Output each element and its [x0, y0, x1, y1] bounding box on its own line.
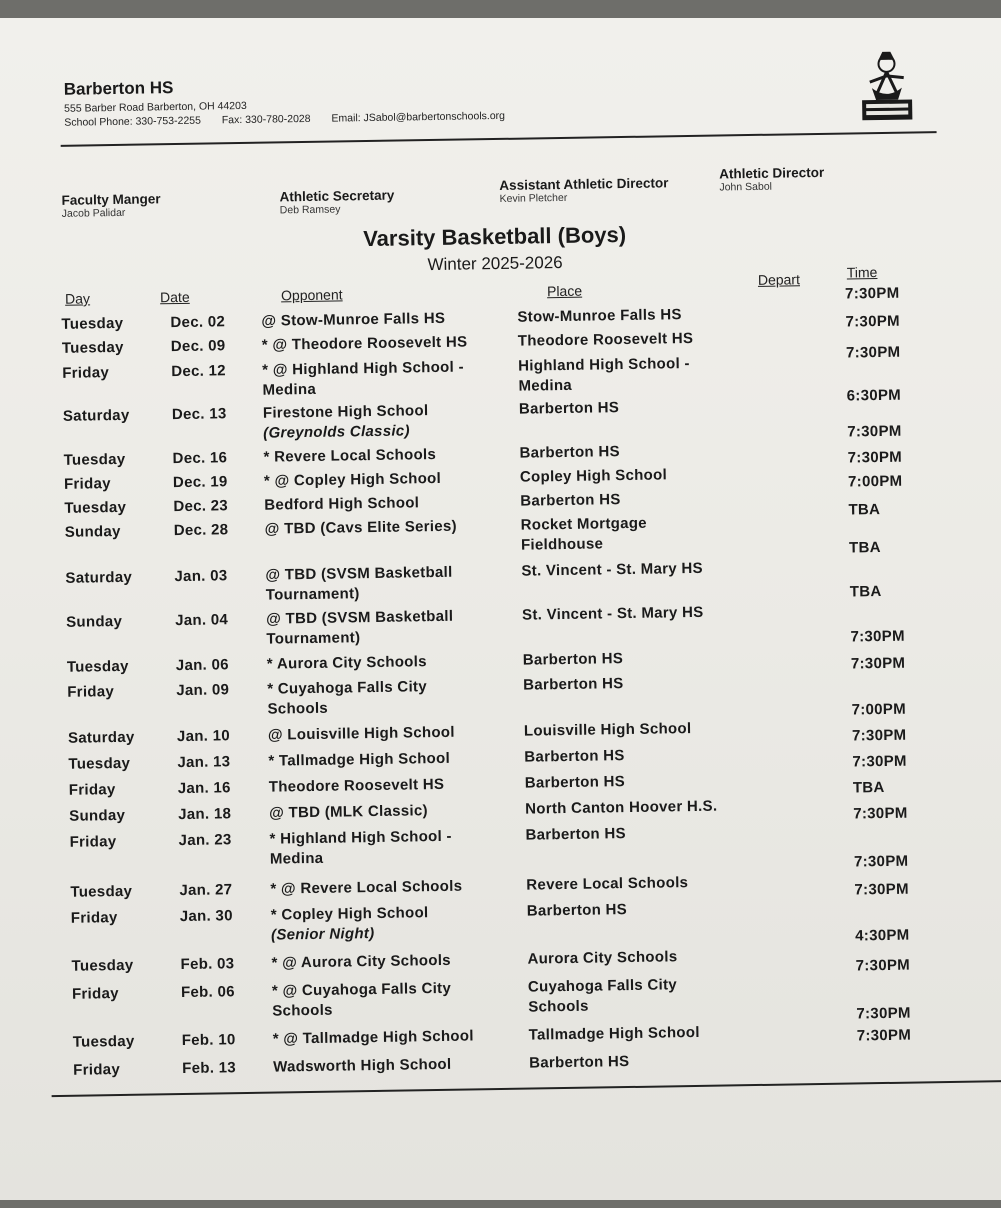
- game-opponent: Bedford High School: [264, 494, 420, 514]
- game-day: Tuesday: [70, 882, 133, 901]
- game-date: Dec. 19: [172, 473, 228, 492]
- game-day: Friday: [63, 475, 111, 493]
- game-place: Theodore Roosevelt HS: [517, 329, 694, 350]
- game-opponent: * @ Cuyahoga Falls City: [271, 979, 452, 1000]
- schedule-season: Winter 2025-2026: [427, 252, 563, 275]
- game-place: Barberton HS: [523, 675, 624, 694]
- game-place: Barberton HS: [525, 825, 626, 844]
- game-opponent-line-2: (Greynolds Classic): [263, 422, 410, 442]
- game-opponent: * Copley High School: [270, 904, 429, 924]
- staff-assistant-athletic-director: [499, 175, 679, 205]
- game-opponent: * Highland High School -: [269, 827, 452, 848]
- game-time: 7:30PM: [847, 422, 902, 441]
- game-date: Jan. 30: [179, 907, 233, 926]
- game-date: Jan. 13: [177, 753, 231, 772]
- game-opponent: @ Stow-Munroe Falls HS: [261, 309, 446, 330]
- game-opponent: Theodore Roosevelt HS: [268, 775, 445, 796]
- game-opponent: @ TBD (Cavs Elite Series): [264, 517, 458, 538]
- game-day: Friday: [69, 833, 117, 851]
- game-place: Barberton HS: [522, 650, 624, 669]
- game-date: Feb. 06: [180, 983, 235, 1002]
- game-time: 7:30PM: [856, 1026, 912, 1045]
- game-date: Feb. 10: [181, 1031, 236, 1050]
- staff-name: Kevin Pletcher: [499, 191, 568, 205]
- game-place: St. Vincent - St. Mary HS: [521, 603, 704, 624]
- schedule-title: Varsity Basketball (Boys): [363, 221, 627, 252]
- game-opponent: * Cuyahoga Falls City: [267, 678, 428, 698]
- game-time: 7:30PM: [845, 312, 901, 331]
- game-place: Barberton HS: [524, 773, 626, 792]
- game-day: Friday: [62, 364, 110, 382]
- game-day: Tuesday: [61, 338, 124, 357]
- staff-role: Assistant Athletic Director: [499, 175, 669, 193]
- game-place: Barberton HS: [526, 901, 628, 920]
- game-place: Cuyahoga Falls City: [527, 976, 678, 996]
- game-date: Jan. 18: [178, 805, 232, 824]
- game-day: Friday: [73, 1061, 121, 1079]
- schedule-sheet: [0, 18, 1001, 1200]
- game-time: 7:30PM: [854, 880, 909, 899]
- game-date: Jan. 09: [176, 681, 230, 700]
- game-day: Friday: [71, 985, 119, 1003]
- game-place: Tallmadge High School: [528, 1023, 700, 1044]
- game-opponent-line-2: Medina: [262, 380, 317, 399]
- game-place: Barberton HS: [529, 1053, 630, 1072]
- footer-divider: [52, 1080, 1001, 1097]
- staff-name: Deb Ramsey: [279, 203, 341, 217]
- sheet-content: [0, 10, 1001, 1208]
- game-place: Highland High School -: [518, 354, 690, 375]
- game-date: Jan. 27: [179, 881, 233, 900]
- staff-role: Faculty Manger: [61, 191, 161, 208]
- game-time: 7:30PM: [856, 1004, 911, 1023]
- game-place: Rocket Mortgage: [520, 514, 648, 534]
- game-place: Barberton HS: [524, 747, 625, 766]
- game-day: Friday: [70, 909, 118, 927]
- staff-name: Jacob Palidar: [61, 206, 126, 220]
- game-time: 7:30PM: [853, 852, 909, 871]
- game-opponent: @ TBD (SVSM Basketball: [265, 563, 453, 584]
- game-date: Dec. 28: [173, 521, 229, 540]
- game-time: 7:00PM: [851, 700, 907, 719]
- game-date: Dec. 09: [170, 337, 226, 356]
- game-date: Jan. 10: [176, 727, 231, 746]
- school-email: Email: JSabol@barbertonschools.org: [331, 109, 506, 125]
- game-day: Friday: [68, 781, 116, 799]
- game-opponent-line-2: Schools: [267, 699, 329, 718]
- game-place: Louisville High School: [523, 720, 692, 740]
- game-day: Sunday: [69, 806, 126, 825]
- game-date: Dec. 02: [170, 313, 226, 332]
- game-time: 7:30PM: [847, 448, 903, 467]
- game-date: Jan. 03: [174, 567, 228, 586]
- column-header-depart: Depart: [757, 271, 801, 288]
- game-place-line-2: Schools: [528, 997, 589, 1016]
- column-header-time: Time: [846, 264, 878, 281]
- game-time: 7:30PM: [855, 956, 911, 975]
- game-date: Jan. 16: [177, 779, 231, 798]
- game-place: Aurora City Schools: [527, 948, 678, 968]
- game-opponent-line-2: Schools: [272, 1001, 333, 1020]
- game-time: 7:30PM: [850, 654, 906, 673]
- game-opponent-line-2: Tournament): [265, 585, 360, 604]
- staff-athletic-secretary: [279, 188, 394, 217]
- game-date: Dec. 13: [171, 405, 227, 424]
- game-opponent: @ TBD (MLK Classic): [269, 802, 428, 822]
- game-time: TBA: [852, 778, 885, 797]
- game-opponent: * @ Copley High School: [263, 469, 442, 490]
- school-address: 555 Barber Road Barberton, OH 44203: [64, 99, 247, 115]
- game-time: 7:30PM: [845, 343, 901, 362]
- game-opponent: Firestone High School: [262, 402, 429, 422]
- school-name: Barberton HS: [63, 78, 174, 99]
- column-header-place: Place: [546, 282, 583, 300]
- game-date: Dec. 23: [173, 497, 229, 516]
- game-time: 7:30PM: [844, 284, 900, 303]
- game-place: Stow-Munroe Falls HS: [517, 306, 682, 326]
- game-day: Tuesday: [66, 657, 129, 676]
- game-time: 7:00PM: [847, 472, 903, 491]
- game-day: Sunday: [66, 612, 123, 631]
- header-divider: [61, 131, 937, 147]
- game-place: St. Vincent - St. Mary HS: [521, 559, 703, 580]
- game-opponent: @ Louisville High School: [267, 723, 455, 744]
- column-header-day: Day: [64, 290, 91, 307]
- game-time: 4:30PM: [855, 926, 910, 945]
- game-date: Feb. 13: [182, 1059, 237, 1078]
- game-date: Feb. 03: [180, 955, 235, 974]
- game-day: Tuesday: [72, 1032, 135, 1051]
- game-opponent-line-2: Tournament): [266, 629, 361, 648]
- staff-faculty-manager: [61, 191, 160, 220]
- game-day: Tuesday: [63, 450, 126, 469]
- game-day: Saturday: [62, 406, 130, 425]
- game-place: Barberton HS: [518, 399, 620, 418]
- game-day: Tuesday: [64, 498, 127, 517]
- game-opponent: @ TBD (SVSM Basketball: [266, 607, 454, 628]
- staff-role: Athletic Director: [719, 164, 825, 182]
- game-date: Jan. 04: [175, 611, 229, 630]
- column-header-date: Date: [159, 288, 190, 306]
- game-opponent: * Tallmadge High School: [268, 749, 451, 770]
- game-time: TBA: [848, 539, 881, 557]
- game-opponent: * @ Theodore Roosevelt HS: [261, 333, 468, 354]
- game-place: Revere Local Schools: [526, 874, 689, 894]
- game-place-line-2: Medina: [518, 376, 573, 395]
- game-opponent: * Revere Local Schools: [263, 445, 437, 466]
- staff-athletic-director: [719, 165, 824, 194]
- game-opponent: * @ Aurora City Schools: [271, 951, 452, 972]
- game-time: 6:30PM: [846, 386, 902, 405]
- game-opponent-line-2: Medina: [269, 849, 324, 868]
- game-date: Dec. 12: [171, 362, 227, 381]
- game-day: Sunday: [64, 522, 121, 541]
- game-place-line-2: Fieldhouse: [520, 535, 604, 554]
- game-opponent: * @ Highland High School -: [262, 358, 464, 379]
- game-time: 7:30PM: [852, 752, 907, 771]
- staff-role: Athletic Secretary: [279, 187, 395, 205]
- game-day: Saturday: [67, 728, 135, 747]
- game-day: Tuesday: [71, 956, 134, 975]
- game-day: Saturday: [65, 568, 133, 587]
- game-time: TBA: [848, 501, 881, 519]
- game-day: Tuesday: [61, 314, 124, 333]
- game-opponent: * @ Tallmadge High School: [272, 1027, 474, 1048]
- game-time: 7:30PM: [853, 804, 908, 823]
- game-opponent: * @ Revere Local Schools: [270, 877, 463, 898]
- game-date: Dec. 16: [172, 449, 228, 468]
- game-place: Copley High School: [519, 466, 668, 486]
- game-time: TBA: [849, 583, 882, 601]
- game-day: Friday: [67, 683, 115, 701]
- game-time: 7:30PM: [850, 627, 905, 646]
- game-place: North Canton Hoover H.S.: [525, 797, 718, 818]
- school-mascot-logo: [857, 47, 916, 124]
- staff-name: John Sabol: [719, 180, 773, 194]
- game-place: Barberton HS: [519, 443, 620, 462]
- game-opponent: * Aurora City Schools: [266, 653, 427, 673]
- game-opponent: Wadsworth High School: [273, 1055, 452, 1076]
- game-date: Jan. 06: [175, 656, 229, 675]
- game-place: Barberton HS: [520, 491, 621, 510]
- school-phone: School Phone: 330-753-2255: [64, 114, 202, 129]
- column-header-opponent: Opponent: [280, 286, 343, 304]
- game-day: Tuesday: [68, 754, 131, 773]
- school-fax: Fax: 330-780-2028: [221, 112, 311, 127]
- game-time: 7:30PM: [851, 726, 907, 745]
- game-opponent-line-2: (Senior Night): [270, 925, 375, 944]
- game-date: Jan. 23: [178, 831, 232, 850]
